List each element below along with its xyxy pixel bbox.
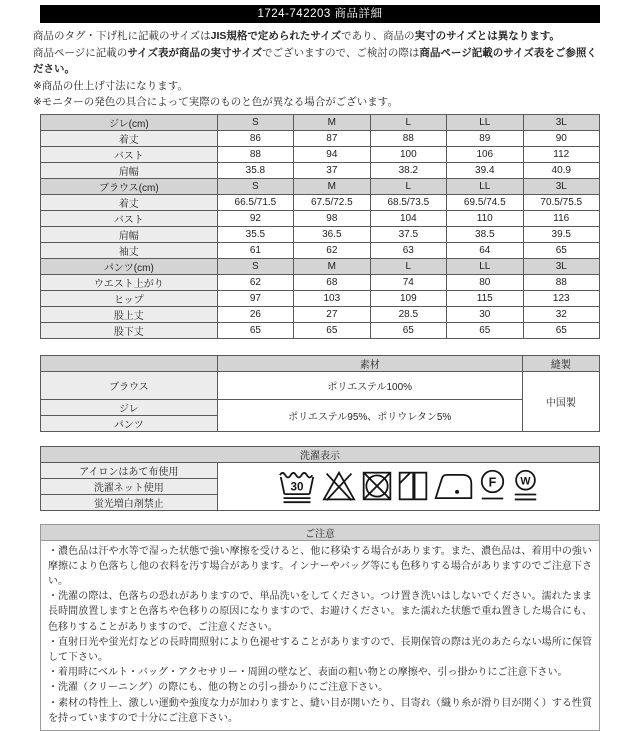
size-data-row: [41, 226, 600, 242]
measurement-value: 38.5: [447, 226, 523, 242]
measurement-value: 63: [370, 242, 446, 258]
measurement-value: 67.5/72.5: [294, 194, 370, 210]
measurement-value: 80: [447, 274, 523, 290]
measurement-value: 123: [523, 290, 599, 306]
measurement-value: 104: [370, 210, 446, 226]
measurement-value: 116: [523, 210, 599, 226]
size-data-row: [41, 146, 600, 162]
measurement-value: 98: [294, 210, 370, 226]
material-row-label: ジレ: [41, 399, 218, 415]
intro-notes: [33, 28, 600, 111]
measurement-label: 股上丈: [41, 306, 218, 322]
size-section-title: ジレ(cm): [41, 114, 218, 130]
size-data-row: [41, 306, 600, 322]
size-column-header: L: [370, 114, 446, 130]
caution-bullet: ・着用時にベルト・バッグ・アクセサリー・周囲の壁など、表面の粗い物との摩擦や、引っ掛かりにご注意下さい。: [48, 667, 568, 679]
measurement-value: 32: [523, 306, 599, 322]
caution-bullet: ・洗濯（クリーニング）の際にも、他の物との引っ掛かりにご注意下さい。: [48, 682, 389, 694]
measurement-label: 股下丈: [41, 322, 218, 338]
no-bleach-icon: [319, 470, 359, 502]
washing-note: アイロンはあて布使用: [41, 462, 218, 478]
measurement-value: 74: [370, 274, 446, 290]
caution-bullet: ・洗濯の際は、色落ちの恐れがありますので、単品洗いをしてください。つけ置き洗いはしないでください。濡れたまま長時間放置しますと色落ちや色移りの原因になりますので、お避けください。また濡れた状態で重ね置きした場合にも、色移りすることがありますので、ご注意ください。: [48, 591, 592, 633]
washing-header-row: [41, 446, 600, 462]
caution-header-row: [41, 524, 600, 540]
size-column-header: LL: [447, 114, 523, 130]
wet-clean-very-gentle-icon: [509, 469, 542, 503]
intro-line: ※商品の仕上げ寸法になります。: [33, 79, 188, 92]
sewing-column-header: 縫製: [522, 355, 599, 371]
measurement-value: 66.5/71.5: [217, 194, 293, 210]
size-section-header-row: [41, 258, 600, 274]
caution-bullet: ・素材の特性上、激しい運動や強度な力が加わりますと、縫い目が開いたり、目寄れ（織り糸が滑り目が開く）する性質を持っていますので十分にご注意下さい。: [48, 697, 592, 724]
measurement-label: ヒップ: [41, 290, 218, 306]
size-data-row: [41, 322, 600, 338]
measurement-label: バスト: [41, 210, 218, 226]
measurement-value: 88: [217, 146, 293, 162]
measurement-value: 30: [447, 306, 523, 322]
measurement-value: 69.5/74.5: [447, 194, 523, 210]
size-data-row: [41, 162, 600, 178]
measurement-label: 肩幅: [41, 162, 218, 178]
measurement-value: 37: [294, 162, 370, 178]
measurement-value: 106: [447, 146, 523, 162]
size-data-row: [41, 274, 600, 290]
material-value: ポリエステル100%: [217, 371, 522, 399]
measurement-value: 62: [294, 242, 370, 258]
intro-line: ※モニターの発色の具合によって実際のものと色が異なる場合がございます。: [33, 96, 398, 108]
measurement-value: 94: [294, 146, 370, 162]
measurement-value: 65: [217, 322, 293, 338]
size-column-header: 3L: [523, 178, 599, 194]
caution-box: [40, 524, 600, 731]
measurement-value: 65: [370, 322, 446, 338]
svg-text:F: F: [488, 475, 497, 490]
intro-line: 商品ページに記載のサイズ表が商品の実寸サイズでございますので、ご検討の際は商品ページ記載のサイズ表をご参照ください。: [33, 46, 597, 75]
measurement-value: 110: [447, 210, 523, 226]
measurement-label: 肩幅: [41, 226, 218, 242]
measurement-value: 89: [447, 130, 523, 146]
caution-title: ご注意: [41, 524, 600, 540]
measurement-value: 38.2: [370, 162, 446, 178]
caution-bullet: ・濃色品は汗や水等で湿った状態で強い摩擦を受けると、他に移染する場合があります。また、濃色品は、着用中の強い摩擦により色落ちし他の衣料を汚す場合があります。インナーやバッグ等にも色移りする場合がありますのでご注意下さい。: [48, 545, 592, 587]
size-column-header: M: [294, 258, 370, 274]
measurement-value: 62: [217, 274, 293, 290]
measurement-value: 65: [523, 322, 599, 338]
measurement-label: ウエスト上がり: [41, 274, 218, 290]
washing-note: 洗濯ネット使用: [41, 478, 218, 494]
material-header-row: [41, 355, 600, 371]
washing-note-row: [41, 462, 600, 478]
material-value: ポリエステル95%、ポリウレタン5%: [217, 399, 522, 431]
size-column-header: L: [370, 258, 446, 274]
measurement-label: 袖丈: [41, 242, 218, 258]
size-column-header: M: [294, 114, 370, 130]
size-section-header-row: [41, 114, 600, 130]
measurement-value: 86: [217, 130, 293, 146]
measurement-value: 65: [294, 322, 370, 338]
size-data-row: [41, 210, 600, 226]
washing-note: 蛍光増白剤禁止: [41, 494, 218, 510]
intro-line: 商品のタグ・下げ札に記載のサイズはJIS規格で定められたサイズであり、商品の実寸のサイズとは異なります。: [33, 30, 560, 42]
iron-low-temp-icon: [431, 471, 476, 502]
measurement-value: 68.5/73.5: [370, 194, 446, 210]
material-row-label: ブラウス: [41, 371, 218, 399]
measurement-value: 65: [523, 242, 599, 258]
svg-text:W: W: [520, 475, 531, 488]
size-data-row: [41, 194, 600, 210]
measurement-label: 着丈: [41, 130, 218, 146]
size-table-body: [41, 114, 600, 338]
material-row-label: パンツ: [41, 415, 218, 431]
size-column-header: M: [294, 178, 370, 194]
measurement-value: 103: [294, 290, 370, 306]
material-table: [40, 355, 600, 432]
measurement-value: 88: [370, 130, 446, 146]
size-data-row: [41, 290, 600, 306]
measurement-value: 109: [370, 290, 446, 306]
size-section-title: ブラウス(cm): [41, 178, 218, 194]
measurement-value: 65: [447, 322, 523, 338]
measurement-value: 90: [523, 130, 599, 146]
size-column-header: LL: [447, 258, 523, 274]
measurement-value: 70.5/75.5: [523, 194, 599, 210]
size-column-header: 3L: [523, 114, 599, 130]
measurement-value: 28.5: [370, 306, 446, 322]
size-column-header: S: [217, 258, 293, 274]
line-dry-in-shade-icon: [395, 470, 431, 502]
measurement-value: 35.8: [217, 162, 293, 178]
size-column-header: LL: [447, 178, 523, 194]
care-symbols-cell: [217, 462, 599, 510]
measurement-value: 88: [523, 274, 599, 290]
care-symbols-strip: [220, 468, 597, 504]
size-column-header: S: [217, 114, 293, 130]
size-column-header: L: [370, 178, 446, 194]
measurement-value: 61: [217, 242, 293, 258]
measurement-label: 着丈: [41, 194, 218, 210]
measurement-value: 40.9: [523, 162, 599, 178]
size-data-row: [41, 242, 600, 258]
dry-clean-petroleum-gentle-icon: [476, 469, 509, 503]
measurement-value: 97: [217, 290, 293, 306]
measurement-value: 35.5: [217, 226, 293, 242]
washing-title: 洗濯表示: [41, 446, 600, 462]
measurement-value: 39.4: [447, 162, 523, 178]
material-corner-cell: [41, 355, 218, 371]
measurement-value: 115: [447, 290, 523, 306]
caution-bullet: ・直射日光や蛍光灯などの長時間照射により色褪せすることがありますので、長期保管の際は光のあたらない場所に保管して下さい。: [48, 636, 592, 663]
measurement-value: 100: [370, 146, 446, 162]
measurement-value: 64: [447, 242, 523, 258]
measurement-value: 39.5: [523, 226, 599, 242]
measurement-value: 37.5: [370, 226, 446, 242]
caution-body-row: [41, 540, 600, 730]
measurement-label: バスト: [41, 146, 218, 162]
size-column-header: S: [217, 178, 293, 194]
wash-30-very-gentle-icon: [275, 468, 319, 504]
country-of-origin: 中国製: [522, 371, 599, 431]
measurement-value: 36.5: [294, 226, 370, 242]
measurement-value: 92: [217, 210, 293, 226]
size-data-row: [41, 130, 600, 146]
measurement-value: 112: [523, 146, 599, 162]
size-section-title: パンツ(cm): [41, 258, 218, 274]
measurement-value: 26: [217, 306, 293, 322]
size-column-header: 3L: [523, 258, 599, 274]
material-row-gilet: [41, 399, 600, 415]
measurement-value: 87: [294, 130, 370, 146]
measurement-value: 27: [294, 306, 370, 322]
caution-body: [41, 540, 600, 730]
washing-table: [40, 446, 600, 511]
size-table: [40, 114, 600, 339]
size-section-header-row: [41, 178, 600, 194]
material-row-blouse: [41, 371, 600, 399]
svg-text:30: 30: [290, 480, 304, 494]
page-title: 1724-742203 商品詳細: [40, 5, 600, 23]
measurement-value: 68: [294, 274, 370, 290]
material-column-header: 素材: [217, 355, 522, 371]
no-tumble-dry-icon: [359, 470, 395, 502]
